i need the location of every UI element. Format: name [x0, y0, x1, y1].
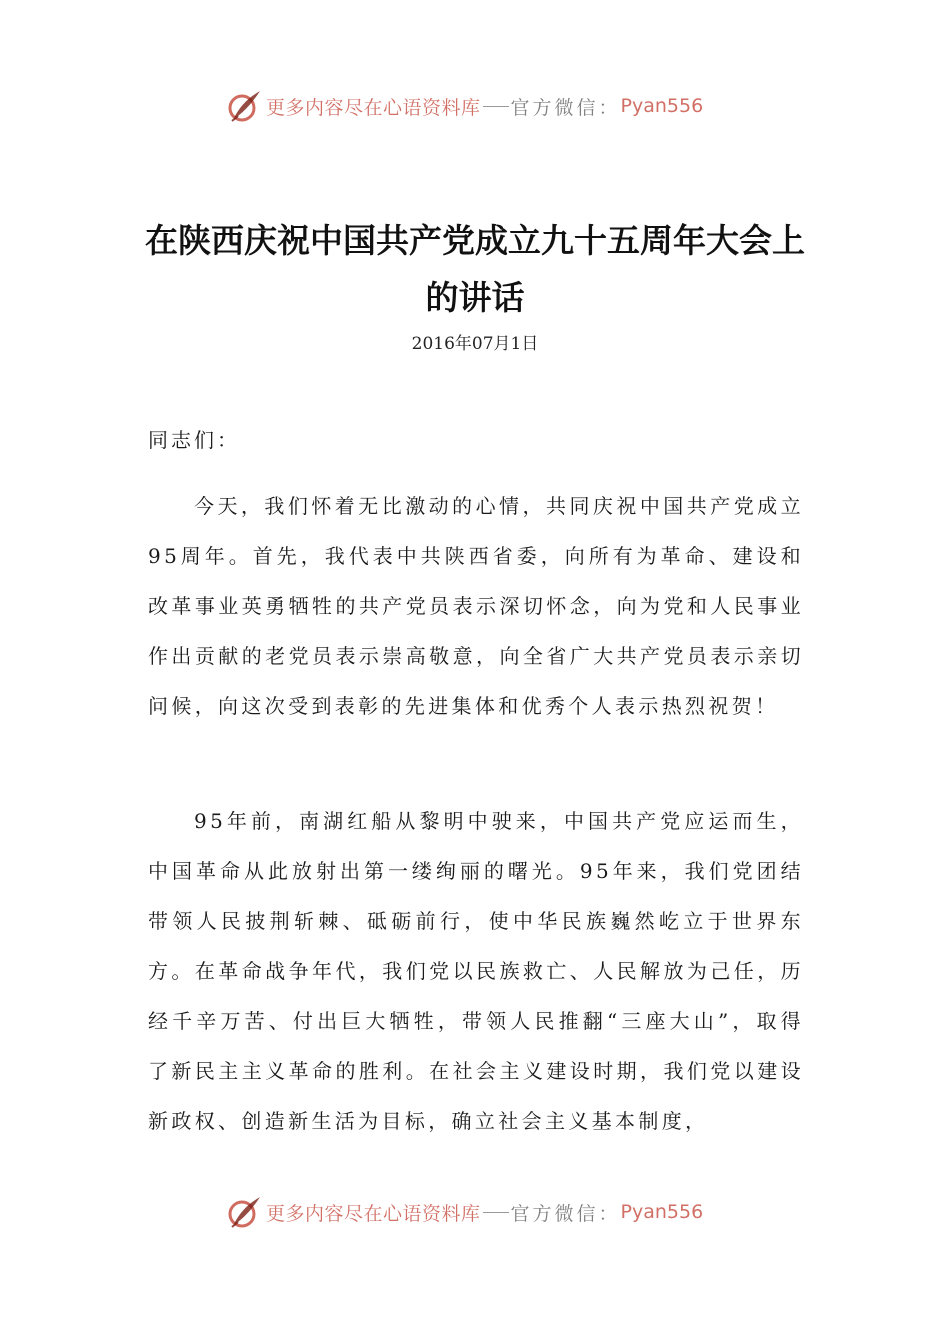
- quill-logo-icon: [226, 1194, 262, 1230]
- quill-logo-icon: [226, 88, 262, 124]
- watermark-wechat-id: Pyan556: [620, 1201, 704, 1223]
- body-paragraph-1: 今天，我们怀着无比激动的心情，共同庆祝中国共产党成立95周年。首先，我代表中共陕西省委，向所有为革命、建设和改革事业英勇牺牲的共产党员表示深切怀念，向为党和人民事业作出贡献的老党员表示崇高敬意，向全省广大共产党员表示亲切问候，向这次受到表彰的先进集体和优秀个人表示热烈祝贺！: [148, 494, 804, 718]
- salutation: 同志们：: [148, 428, 240, 452]
- document-date: 2016年07月1日: [411, 334, 539, 354]
- document-title: 在陕西庆祝中国共产党成立九十五周年大会上的讲话: [145, 221, 805, 317]
- body-paragraph-2: 95年前，南湖红船从黎明中驶来，中国共产党应运而生，中国革命从此放射出第一缕绚丽的曙光。95年来，我们党团结带领人民披荆斩棘、砥砺前行，使中华民族巍然屹立于世界东方。在革命战争年代，我们党以民族救亡、人民解放为己任，历经千辛万苦、付出巨大牺牲，带领人民推翻“三座大山”，取得了新民主主义革命的胜利。在社会主义建设时期，我们党以建设新政权、创造新生活为目标，确立社会主义基本制度，: [148, 809, 804, 1133]
- watermark-dash: [483, 106, 509, 107]
- watermark-dash: [483, 1212, 509, 1213]
- header-watermark: [226, 86, 703, 126]
- watermark-wechat-id: Pyan556: [620, 95, 704, 117]
- footer-watermark: [226, 1192, 703, 1232]
- watermark-brand: 更多内容尽在心语资料库: [266, 96, 481, 119]
- watermark-brand: 更多内容尽在心语资料库: [266, 1202, 481, 1225]
- watermark-official-label: 官方微信：: [510, 96, 621, 119]
- watermark-official-label: 官方微信：: [510, 1202, 621, 1225]
